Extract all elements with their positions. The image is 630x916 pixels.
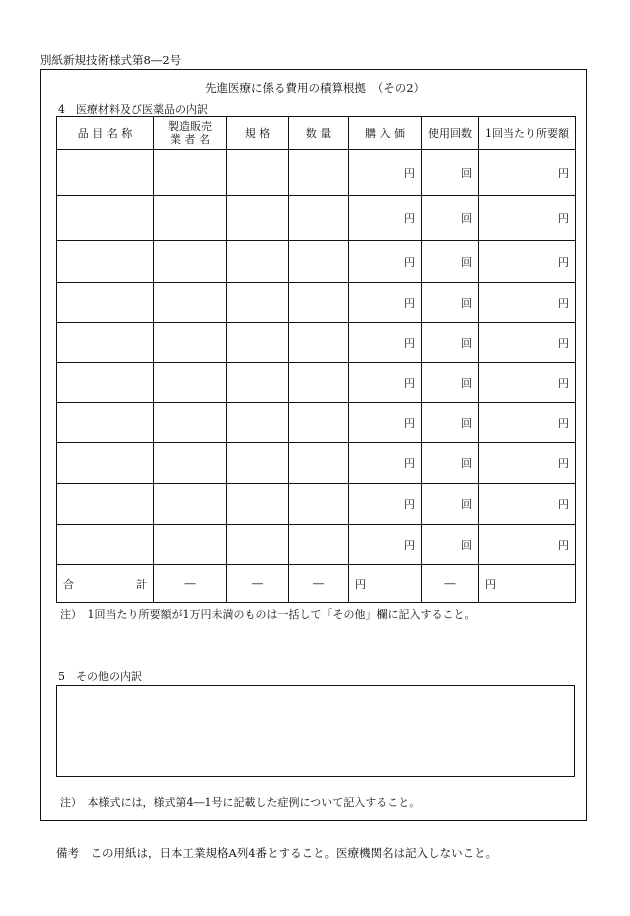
total-purchase-price[interactable]: 円 <box>349 565 422 603</box>
materials-table <box>56 116 576 603</box>
purchase-price-cell[interactable]: 円 <box>349 241 422 283</box>
item-name-cell[interactable] <box>57 196 154 241</box>
remarks: 備考 この用紙は，日本工業規格A列4番とすること。医療機関名は記入しないこと。 <box>56 846 498 860</box>
use-count-cell[interactable]: 回 <box>422 323 479 363</box>
purchase-price-cell[interactable]: 円 <box>349 196 422 241</box>
cost-per-use-cell[interactable]: 円 <box>479 283 576 323</box>
use-count-cell[interactable]: 回 <box>422 283 479 323</box>
cost-per-use-cell[interactable]: 円 <box>479 525 576 565</box>
total-label-cell <box>57 565 154 603</box>
cost-per-use-cell[interactable]: 円 <box>479 150 576 196</box>
total-label-right: 計 <box>136 577 147 591</box>
header-item-name: 品 目 名 称 <box>57 117 154 150</box>
spec-cell[interactable] <box>227 241 289 283</box>
form-title: 先進医療に係る費用の積算根拠 （その2） <box>204 81 426 95</box>
purchase-price-cell[interactable]: 円 <box>349 363 422 403</box>
section-5-note: 注） 本様式には，様式第4―1号に記載した症例について記入すること。 <box>60 796 421 809</box>
use-count-cell[interactable]: 回 <box>422 443 479 484</box>
purchase-price-cell[interactable]: 円 <box>349 403 422 443</box>
cost-per-use-cell[interactable]: 円 <box>479 484 576 525</box>
table-row <box>57 525 576 565</box>
quantity-cell[interactable] <box>289 443 349 484</box>
total-cost-per-use[interactable]: 円 <box>479 565 576 603</box>
header-manufacturer: 製造販売 業 者 名 <box>154 117 227 150</box>
purchase-price-cell[interactable]: 円 <box>349 484 422 525</box>
cost-per-use-cell[interactable]: 円 <box>479 443 576 484</box>
item-name-cell[interactable] <box>57 323 154 363</box>
total-row <box>57 565 576 603</box>
manufacturer-cell[interactable] <box>154 443 227 484</box>
total-label-left: 合 <box>63 577 74 591</box>
item-name-cell[interactable] <box>57 525 154 565</box>
spec-cell[interactable] <box>227 196 289 241</box>
use-count-cell[interactable]: 回 <box>422 484 479 525</box>
quantity-cell[interactable] <box>289 283 349 323</box>
table-row <box>57 283 576 323</box>
item-name-cell[interactable] <box>57 484 154 525</box>
spec-cell[interactable] <box>227 443 289 484</box>
use-count-cell[interactable]: 回 <box>422 363 479 403</box>
purchase-price-cell[interactable]: 円 <box>349 443 422 484</box>
table-row <box>57 323 576 363</box>
table-row <box>57 363 576 403</box>
table-header-row <box>57 117 576 150</box>
purchase-price-cell[interactable]: 円 <box>349 150 422 196</box>
purchase-price-cell[interactable]: 円 <box>349 323 422 363</box>
table-row <box>57 150 576 196</box>
section-4-heading: 4 医療材料及び医薬品の内訳 <box>58 103 208 116</box>
item-name-cell[interactable] <box>57 403 154 443</box>
header-purchase-price: 購 入 価 <box>349 117 422 150</box>
section-5-heading: 5 その他の内訳 <box>58 670 142 683</box>
header-spec: 規 格 <box>227 117 289 150</box>
quantity-cell[interactable] <box>289 150 349 196</box>
total-quantity-dash: ― <box>289 565 349 603</box>
item-name-cell[interactable] <box>57 150 154 196</box>
manufacturer-cell[interactable] <box>154 525 227 565</box>
manufacturer-cell[interactable] <box>154 363 227 403</box>
manufacturer-cell[interactable] <box>154 150 227 196</box>
item-name-cell[interactable] <box>57 241 154 283</box>
header-use-count: 使用回数 <box>422 117 479 150</box>
item-name-cell[interactable] <box>57 283 154 323</box>
table-row <box>57 443 576 484</box>
quantity-cell[interactable] <box>289 525 349 565</box>
manufacturer-cell[interactable] <box>154 196 227 241</box>
cost-per-use-cell[interactable]: 円 <box>479 196 576 241</box>
item-name-cell[interactable] <box>57 363 154 403</box>
total-use-count-dash: ― <box>422 565 479 603</box>
use-count-cell[interactable]: 回 <box>422 196 479 241</box>
spec-cell[interactable] <box>227 323 289 363</box>
total-spec-dash: ― <box>227 565 289 603</box>
cost-per-use-cell[interactable]: 円 <box>479 241 576 283</box>
table-row <box>57 484 576 525</box>
quantity-cell[interactable] <box>289 363 349 403</box>
table-row <box>57 403 576 443</box>
quantity-cell[interactable] <box>289 323 349 363</box>
use-count-cell[interactable]: 回 <box>422 525 479 565</box>
manufacturer-cell[interactable] <box>154 484 227 525</box>
header-quantity: 数 量 <box>289 117 349 150</box>
spec-cell[interactable] <box>227 403 289 443</box>
cost-per-use-cell[interactable]: 円 <box>479 363 576 403</box>
form-number: 別紙新規技術様式第8―2号 <box>40 53 182 67</box>
other-breakdown-field[interactable] <box>56 685 575 777</box>
spec-cell[interactable] <box>227 150 289 196</box>
spec-cell[interactable] <box>227 363 289 403</box>
manufacturer-cell[interactable] <box>154 323 227 363</box>
cost-per-use-cell[interactable]: 円 <box>479 323 576 363</box>
quantity-cell[interactable] <box>289 484 349 525</box>
spec-cell[interactable] <box>227 484 289 525</box>
header-cost-per-use: 1回当たり所要額 <box>479 117 576 150</box>
table-row <box>57 241 576 283</box>
table-row <box>57 196 576 241</box>
cost-per-use-cell[interactable]: 円 <box>479 403 576 443</box>
section-4-note: 注） 1回当たり所要額が1万円未満のものは一括して「その他」欄に記入すること。 <box>60 608 476 621</box>
quantity-cell[interactable] <box>289 241 349 283</box>
spec-cell[interactable] <box>227 283 289 323</box>
use-count-cell[interactable]: 回 <box>422 241 479 283</box>
manufacturer-cell[interactable] <box>154 241 227 283</box>
use-count-cell[interactable]: 回 <box>422 150 479 196</box>
use-count-cell[interactable]: 回 <box>422 403 479 443</box>
manufacturer-cell[interactable] <box>154 283 227 323</box>
spec-cell[interactable] <box>227 525 289 565</box>
quantity-cell[interactable] <box>289 196 349 241</box>
total-manufacturer-dash: ― <box>154 565 227 603</box>
item-name-cell[interactable] <box>57 443 154 484</box>
purchase-price-cell[interactable]: 円 <box>349 525 422 565</box>
purchase-price-cell[interactable]: 円 <box>349 283 422 323</box>
quantity-cell[interactable] <box>289 403 349 443</box>
manufacturer-cell[interactable] <box>154 403 227 443</box>
